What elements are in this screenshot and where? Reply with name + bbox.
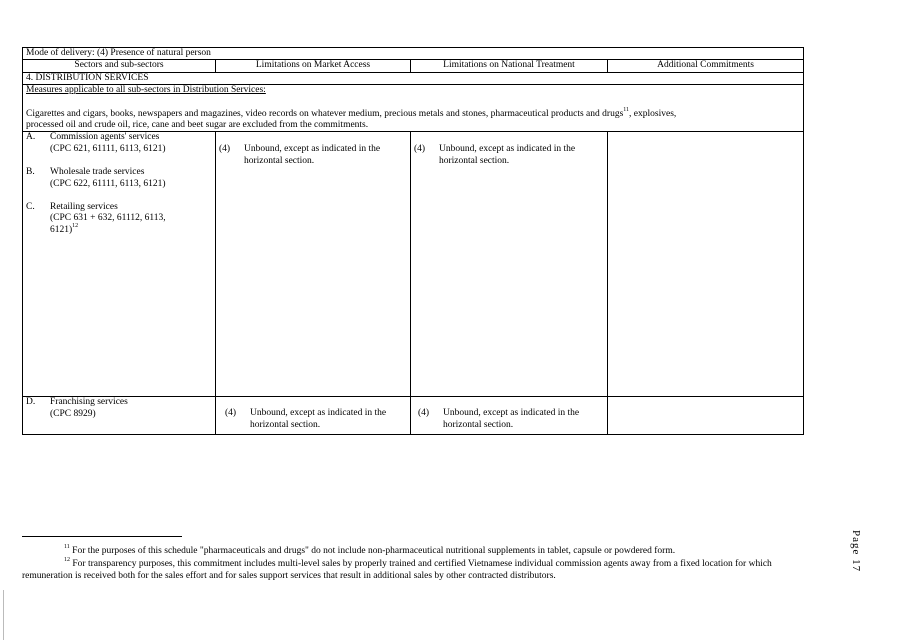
footnote-12-num: 12 (64, 557, 70, 564)
national-treatment-d-cell (411, 397, 608, 435)
header-sectors: Sectors and sub-sectors (23, 60, 216, 72)
market-access-abc-cell (216, 132, 411, 397)
measures-heading: Measures applicable to all sub-sectors in Distribution Services: (26, 85, 266, 96)
subsector-b-name: Wholesale trade services (50, 167, 145, 178)
measures-text (26, 106, 800, 120)
header-market-access: Limitations on Market Access (216, 60, 411, 72)
subsector-b-cpc: (CPC 622, 61111, 6113, 6121) (50, 178, 166, 189)
market-access-abc-num: (4) (219, 144, 231, 155)
header-row (23, 60, 804, 72)
national-treatment-abc-cell (411, 132, 608, 397)
subsector-c-cpc2: 6121) (50, 224, 73, 235)
market-access-d-num: (4) (225, 408, 237, 419)
footnote-ref-12: 12 (72, 222, 79, 229)
footnote-11-text: For the purposes of this schedule "pharmaceuticals and drugs" do not include non-pharmaceutical nutritional supplements in tablet, capsule or powdered form. (72, 546, 676, 556)
subsector-c (26, 202, 212, 236)
national-treatment-abc-text: Unbound, except as indicated in the horizontal section. (439, 144, 576, 166)
footnote-11 (22, 546, 812, 557)
measures-text-part2: , explosives, (629, 108, 677, 119)
header-additional-commitments: Additional Commitments (608, 60, 804, 72)
row-abc (23, 132, 804, 397)
subsector-c-cpc: (CPC 631 + 632, 61112, 6113, (50, 213, 166, 224)
national-treatment-d-text: Unbound, except as indicated in the horizontal section. (443, 408, 580, 430)
national-treatment-abc-num: (4) (414, 144, 426, 155)
footnote-ref-11: 11 (623, 106, 630, 113)
section-row (23, 72, 804, 84)
commitments-table (22, 47, 804, 435)
subsector-a-cpc: (CPC 621, 61111, 6113, 6121) (50, 143, 166, 154)
subsector-d-cell (23, 397, 216, 435)
page-number: Page 17 (850, 530, 862, 573)
subsector-d (26, 397, 212, 420)
subsector-d-name: Franchising services (50, 397, 128, 408)
footnotes (22, 536, 812, 584)
measures-cell (23, 85, 804, 132)
row-d (23, 397, 804, 435)
national-treatment-d-num: (4) (418, 408, 430, 419)
additional-d-cell (608, 397, 804, 435)
subsector-b-letter: B. (26, 167, 35, 178)
subsector-b (26, 167, 212, 190)
subsector-d-cpc: (CPC 8929) (50, 408, 96, 419)
subsector-d-letter: D. (26, 397, 36, 408)
additional-abc-cell (608, 132, 804, 397)
subsector-c-name: Retailing services (50, 201, 118, 212)
subsector-a-name: Commission agents' services (50, 132, 160, 143)
footnote-12-text: For transparency purposes, this commitment includes multi-level sales by properly trained and certified Vietnamese individual commission agents away from a fixed location for which remuneration is received both for the sales effort and for sales support services that result in additional sales by other contracted distributors. (22, 559, 772, 581)
mode-of-delivery: Mode of delivery: (4) Presence of natural person (23, 48, 804, 60)
market-access-abc-text: Unbound, except as indicated in the horizontal section. (244, 144, 381, 166)
market-access-d-cell (216, 397, 411, 435)
subsector-c-letter: C. (26, 201, 35, 212)
subsector-a (26, 132, 212, 155)
measures-text-part1: Cigarettes and cigars, books, newspapers and magazines, video records on whatever medium, precious metals and stones, pharmaceutical products and drugs (26, 108, 624, 119)
measures-text-line2: processed oil and crude oil, rice, cane and beet sugar are excluded from the commitments. (26, 119, 369, 130)
measures-row (23, 85, 804, 132)
schedule-sheet (22, 47, 803, 435)
subsector-c-cpc-line2 (50, 222, 212, 236)
subsector-a-letter: A. (26, 132, 36, 143)
footnote-11-num: 11 (64, 544, 70, 550)
scan-edge-mark (3, 590, 4, 640)
header-national-treatment: Limitations on National Treatment (411, 60, 608, 72)
section-title: 4. DISTRIBUTION SERVICES (23, 72, 804, 84)
footnote-separator (22, 536, 182, 537)
footnote-12 (22, 559, 812, 582)
mode-row (23, 48, 804, 60)
market-access-d-text: Unbound, except as indicated in the horizontal section. (250, 408, 387, 430)
subsectors-abc-cell (23, 132, 216, 397)
